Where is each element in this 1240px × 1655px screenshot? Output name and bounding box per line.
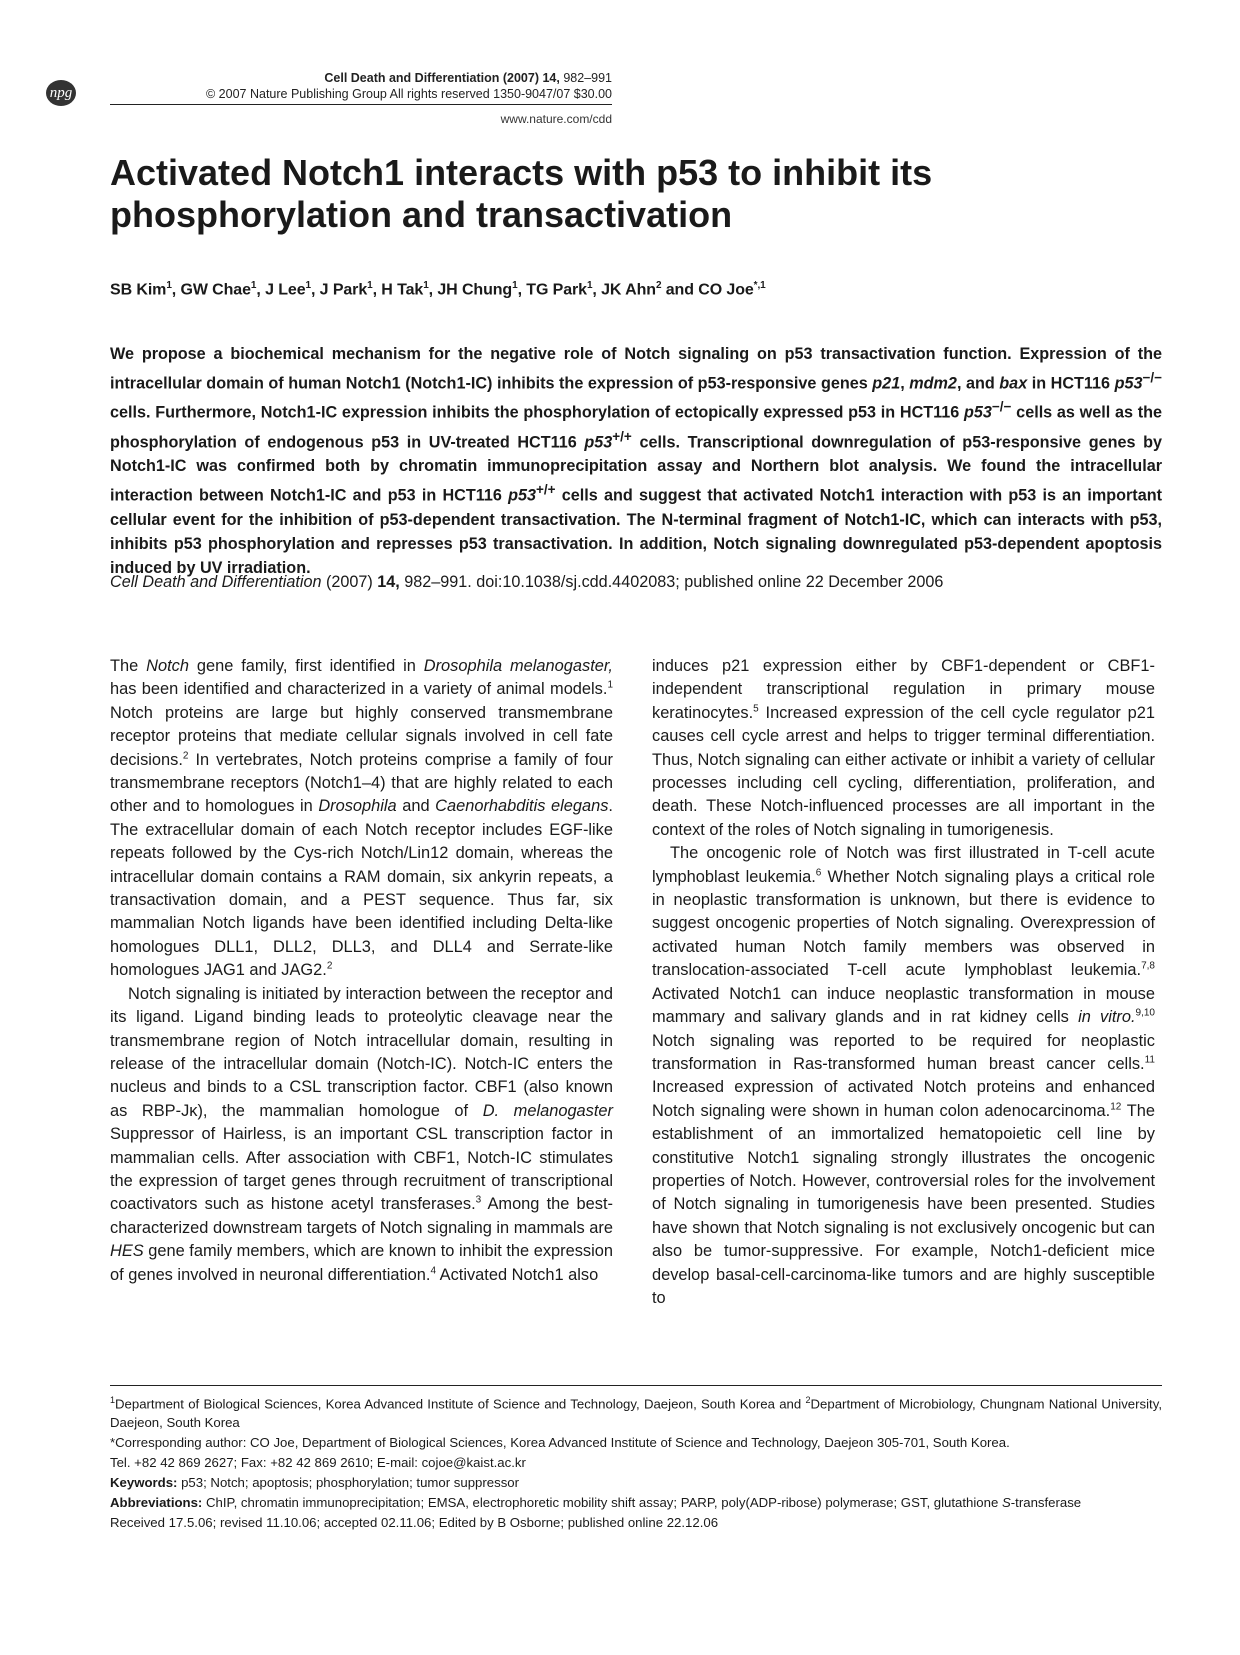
text-run: Increased expression of the cell cycle regulator p21 causes cell cycle arrest and helps to trigger terminal differentiation. Thus, Notch signaling can either activate or inhibit a variety of cellular processes including cell cycling, differentiation, proliferation, and death. These Notch-influenced processes are all important in the context of the roles of Notch signaling in tumorigenesis. <box>652 703 1155 839</box>
paragraph <box>110 655 613 983</box>
text-run: in vitro. <box>1078 1008 1136 1027</box>
text-run: Notch signaling was reported to be required for neoplastic transformation in Ras-transformed human breast cancer cells. <box>652 1031 1155 1073</box>
abstract-text: , <box>900 374 910 393</box>
affiliation-mark: 1 <box>305 280 311 291</box>
gene-name: p21 <box>872 374 901 393</box>
reference-link[interactable]: 9,10 <box>1135 1007 1155 1019</box>
abbreviations-text: S <box>1001 1495 1011 1511</box>
affiliation-mark: 1 <box>250 280 257 291</box>
abstract-text: , and <box>956 374 1000 393</box>
reference-link[interactable]: 1 <box>607 679 613 691</box>
author-name: GW Chae <box>180 281 251 299</box>
affiliation-text: Department of Biological Sciences, Korea Advanced Institute of Science and Technology, Daejeon, South Korea and <box>115 1396 806 1412</box>
footnote-rule <box>110 1385 1162 1386</box>
genotype-sup: −/− <box>991 399 1012 415</box>
abstract-text: in HCT116 <box>1027 374 1115 393</box>
reference-link[interactable]: 5 <box>753 703 759 715</box>
text-run: The establishment of an immortalized hematopoietic cell line by constitutive Notch1 signaling strongly illustrates the oncogenic properties of Notch. However, controversial roles for the involvement of Notch signaling in tumorigenesis have been presented. Studies have shown that Notch signaling is not exclusively oncogenic but can also be tumor-suppressive. For example, Notch1-deficient mice develop basal-cell-carcinoma-like tumors and are highly susceptible to <box>652 1101 1155 1307</box>
citation-journal: Cell Death and Differentiation <box>110 573 322 591</box>
text-run: Whether Notch signaling plays a critical role in neoplastic transformation is unknown, but there is evidence to suggest oncogenic properties of Notch signaling. Overexpression of activated human Notch family members was observed in translocation-associated T-cell acute lymphoblast leukemia. <box>652 867 1155 980</box>
gene-name: mdm2 <box>909 374 957 393</box>
author-name: SB Kim <box>110 281 167 299</box>
author-name: CO Joe <box>698 281 754 299</box>
text-run: Notch <box>146 657 189 675</box>
affiliation-mark: 2 <box>805 1395 811 1405</box>
text-run: Activated Notch1 can induce neoplastic transformation in mouse mammary and salivary glands and in rat kidney cells <box>652 984 1155 1027</box>
reference-link[interactable]: 11 <box>1144 1054 1155 1066</box>
paragraph <box>110 983 613 1287</box>
text-run: The <box>110 657 147 675</box>
genotype-sup: +/+ <box>612 428 632 444</box>
author-name: H Tak <box>381 281 424 299</box>
text-run: D. melanogaster <box>482 1101 613 1120</box>
text-run: Among the best-characterized downstream targets of Notch signaling in mammals are <box>110 1195 613 1237</box>
reference-link[interactable]: 4 <box>430 1265 437 1277</box>
received-dates: Received 17.5.06; revised 11.10.06; accepted 02.11.06; Edited by B Osborne; published online 22.12.06 <box>110 1515 719 1531</box>
abstract-text: cells. Furthermore, Notch1-IC expression inhibits the phosphorylation of ectopically expressed p53 in HCT116 <box>110 403 965 422</box>
reference-link[interactable]: 3 <box>475 1194 482 1206</box>
reference-link[interactable]: 7,8 <box>1141 960 1155 972</box>
affiliation-mark: *,1 <box>753 280 766 291</box>
affiliation-mark: 1 <box>512 280 518 291</box>
journal-pages: 982–991 <box>559 71 612 85</box>
paragraph <box>652 655 1155 842</box>
abstract-text: We propose a biochemical mechanism for the negative role of Notch signaling on p53 transactivation function. Expression of the intracellular domain of human Notch1 (Notch1-IC) inhibits the expression of p53-responsive genes <box>110 345 1162 393</box>
author-name: JH Chung <box>437 281 513 299</box>
abbreviations-text: -transferase <box>1010 1495 1082 1511</box>
npg-logo: npg <box>46 80 76 106</box>
abstract-text: cells as well as the phosphorylation of endogenous p53 in UV-treated HCT116 <box>110 403 1163 452</box>
author-name: JK Ahn <box>601 281 656 299</box>
contact-info[interactable]: Tel. +82 42 869 2627; Fax: +82 42 869 2610; E-mail: cojoe@kaist.ac.kr <box>110 1455 526 1471</box>
journal-name: Cell Death and Differentiation (2007) 14, <box>324 71 560 85</box>
paragraph <box>652 842 1155 1310</box>
copyright-line: © 2007 Nature Publishing Group All rights reserved 1350-9047/07 $30.00 <box>206 87 612 101</box>
gene-name: p53 <box>584 433 613 452</box>
reference-link[interactable]: 6 <box>815 867 822 879</box>
author-list: SB Kim$^1$, GW Chae$^1$, J Lee$^1$, J Park$^1$, H Tak$^1$, JH Chung$^1$, TG Park$^1$, JK Ahn$^2$ and CO Joe$^{*,1}$ <box>110 280 766 299</box>
affiliation-text: Department of Microbiology, Chungnam National University, Daejeon, South Korea <box>110 1396 1162 1431</box>
author-name: J Lee <box>265 281 306 299</box>
text-run: has been identified and characterized in a variety of animal models. <box>110 680 608 699</box>
text-run: Drosophila <box>318 797 397 816</box>
affiliation-mark: 2 <box>655 280 662 291</box>
affiliation-mark: 1 <box>166 280 172 291</box>
abstract-text: cells. Transcriptional downregulation of p53-responsive genes by Notch1-IC was confirmed both by chromatin immunoprecipitation assay and Northern blot analysis. We found the intracellular interaction between Notch1-IC and p53 in HCT116 <box>110 433 1163 505</box>
abstract <box>110 342 1162 580</box>
reference-link[interactable]: 2 <box>326 960 333 972</box>
text-run: Activated Notch1 also <box>436 1265 599 1284</box>
genotype-sup: −/− <box>1142 370 1163 385</box>
keywords-label: Keywords: <box>110 1475 178 1491</box>
abbreviations-text: ChIP, chromatin immunoprecipitation; EMSA, electrophoretic mobility shift assay; PARP, poly(ADP-ribose) polymerase; GST, glutathione <box>202 1495 1002 1511</box>
gene-name: p53 <box>508 486 536 505</box>
article-title: Activated Notch1 interacts with p53 to inhibit its phosphorylation and transactivation <box>110 152 933 235</box>
article-citation <box>110 570 1162 594</box>
abbreviations-label: Abbreviations: <box>110 1495 203 1511</box>
author-name: J Park <box>319 281 368 299</box>
text-run: Notch signaling is initiated by interaction between the receptor and its ligand. Ligand binding leads to proteolytic cleavage near the transmembrane region of Notch intracellular domain, resulting in release of the intracellular domain (Notch-IC). Notch-IC enters the nucleus and binds to a CSL transcription factor. CBF1 (also known as RBP-Jκ), the mammalian homologue of <box>110 984 613 1120</box>
footnotes <box>110 1385 1162 1533</box>
text-run: gene family, first identified in <box>188 657 424 675</box>
abbreviations <box>110 1493 1162 1512</box>
text-run: Increased expression of activated Notch proteins and enhanced Notch signaling were shown in human colon adenocarcinoma. <box>652 1078 1155 1120</box>
text-run: HES <box>110 1242 144 1261</box>
text-run: induces p21 expression either by CBF1-dependent or CBF1-independent transcriptional regulation in primary mouse keratinocytes. <box>652 657 1155 722</box>
reference-link[interactable]: 12 <box>1110 1101 1122 1113</box>
corresponding-author: *Corresponding author: CO Joe, Department of Biological Sciences, Korea Advanced Institute of Science and Technology, Daejeon 305-701, South Korea. <box>110 1435 1010 1451</box>
gene-name: bax <box>999 374 1028 393</box>
gene-name: p53 <box>1114 374 1143 393</box>
text-run: Notch proteins are large but highly conserved transmembrane receptor proteins that mediate cellular signals involved in cell fate decisions. <box>110 703 613 769</box>
text-run: In vertebrates, Notch proteins comprise a family of four transmembrane receptors (Notch1–4) that are highly related to each other and to homologues in <box>110 750 613 816</box>
text-run: The oncogenic role of Notch was first illustrated in T-cell acute lymphoblast leukemia. <box>652 844 1155 886</box>
text-run: Drosophila melanogaster, <box>423 657 613 675</box>
header-rule <box>110 104 612 105</box>
gene-name: p53 <box>964 403 992 422</box>
text-run: . The extracellular domain of each Notch receptor includes EGF-like repeats followed by the Cys-rich Notch/Lin12 domain, whereas the intracellular domain contains a RAM domain, six ankyrin repeats, a transactivation domain, and a PEST sequence. Thus far, six mammalian Notch ligands have been identified including Delta-like homologues DLL1, DLL2, DLL3, and DLL4 and Serrate-like homologues JAG1 and JAG2. <box>110 797 613 980</box>
body-column-left <box>110 655 613 1287</box>
genotype-sup: +/+ <box>535 482 556 498</box>
abstract-text: cells and suggest that activated Notch1 interaction with p53 is an important cellular event for the inhibition of p53-dependent transactivation. The N-terminal fragment of Notch1-IC, which can interacts with p53, inhibits p53 phosphorylation and represses p53 transactivation. In addition, Notch signaling downregulated p53-dependent apoptosis induced by UV irradiation. <box>110 486 1162 577</box>
journal-url[interactable]: www.nature.com/cdd <box>500 112 612 126</box>
reference-link[interactable]: 2 <box>182 750 189 762</box>
affiliations <box>110 1391 1162 1432</box>
keywords <box>110 1473 1162 1492</box>
text-run: Suppressor of Hairless, is an important CSL transcription factor in mammalian cells. After association with CBF1, Notch-IC stimulates the expression of target genes through recruitment of transcriptional coactivators such as histone acetyl transferases. <box>110 1125 613 1214</box>
affiliation-mark: 1 <box>367 280 373 291</box>
affiliation-mark: 1 <box>586 280 593 291</box>
affiliation-mark: 1 <box>110 1395 116 1405</box>
author-name: TG Park <box>526 281 587 299</box>
body-column-right <box>652 655 1155 1310</box>
text-run: and <box>396 797 436 816</box>
text-run: gene family members, which are known to inhibit the expression of genes involved in neuronal differentiation. <box>110 1242 613 1284</box>
journal-citation-line <box>110 70 612 86</box>
keywords-text: p53; Notch; apoptosis; phosphorylation; tumor suppressor <box>177 1475 520 1491</box>
citation-year: (2007) <box>321 573 378 591</box>
affiliation-mark: 1 <box>423 280 429 291</box>
journal-header <box>110 70 612 126</box>
citation-volume: 14, <box>377 573 400 591</box>
text-run: Caenorhabditis elegans <box>435 797 609 816</box>
citation-doi[interactable]: 982–991. doi:10.1038/sj.cdd.4402083; published online 22 December 2006 <box>399 573 944 591</box>
